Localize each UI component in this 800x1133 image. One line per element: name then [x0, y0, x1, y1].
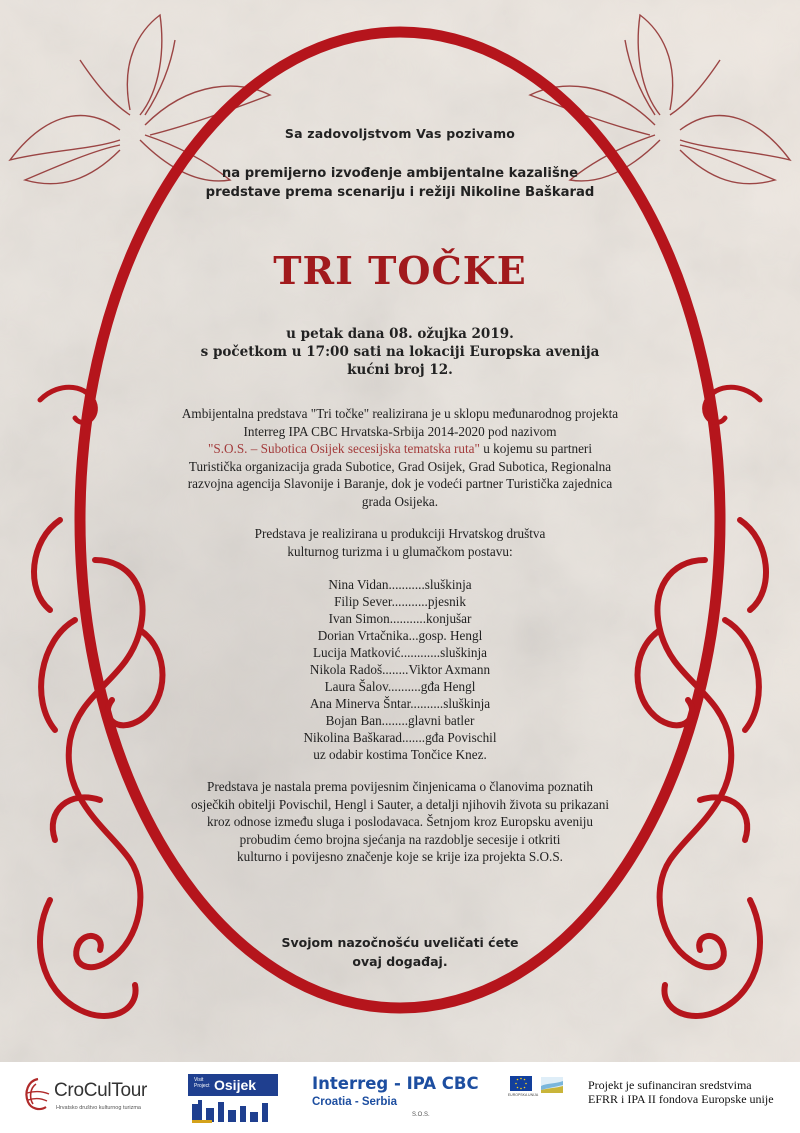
osijek-lower-band	[188, 1096, 278, 1124]
project-name-highlight: "S.O.S. – Subotica Osijek secesijska tematska ruta"	[208, 441, 480, 456]
story-line: Predstava je nastala prema povijesnim činjenicama o članovima poznatih	[207, 779, 593, 794]
osijek-name: Osijek	[214, 1077, 257, 1093]
globe-icon	[22, 1076, 52, 1112]
story-line: kulturno i povijesno značenje koje se krije iza projekta S.O.S.	[237, 849, 563, 864]
greeting-text: Sa zadovoljstvom Vas pozivamo	[284, 126, 516, 141]
date-line: kućni broj 12.	[347, 362, 453, 378]
skyline-icon	[188, 1096, 278, 1124]
cast-item: Bojan Ban........glavni batler	[325, 713, 475, 728]
cast-item: Dorian Vrtačnika...gosp. Hengl	[317, 628, 483, 643]
description-line: grada Osijeka.	[361, 493, 439, 509]
intro-text	[0, 164, 800, 202]
description-line: Ambijentalna predstava "Tri točke" realizirana je u sklopu međunarodnog projekta	[181, 406, 619, 421]
description-line	[0, 440, 800, 458]
sponsor-footer	[0, 1062, 800, 1133]
funding-line: Projekt je sufinanciran sredstvima	[588, 1078, 752, 1092]
production-text	[0, 525, 800, 560]
visit-osijek-logo	[188, 1074, 278, 1124]
cast-item: Nikola Radoš........Viktor Axmann	[309, 662, 491, 677]
cast-item: Nina Vidan...........sluškinja	[328, 577, 472, 592]
closing-text	[0, 933, 800, 971]
description-text: u kojemu su partneri	[479, 441, 592, 456]
cast-item: Nikolina Baškarad.......gđa Povischil	[303, 730, 497, 745]
cast-item: Ivan Simon...........konjušar	[328, 611, 472, 626]
date-line: u petak dana 08. ožujka 2019.	[286, 326, 514, 342]
description-line: razvojna agencija Slavonije i Baranje, dok je vodeći partner Turistička zajednica	[187, 476, 613, 491]
project-description	[0, 405, 800, 510]
funding-line: EFRR i IPA II fondova Europske unije	[588, 1092, 774, 1106]
crocultour-name: CroCulTour	[54, 1080, 148, 1101]
cast-item: Laura Šalov..........gđa Hengl	[324, 679, 476, 694]
intro-line: predstave prema scenariju i režiji Nikoline Baškarad	[205, 185, 595, 200]
interreg-name: Interreg - IPA CBC	[312, 1074, 479, 1093]
event-date	[0, 325, 800, 379]
crocultour-logo	[22, 1074, 182, 1119]
story-line: kroz odnose između sluga i poslodavaca. Šetnjom kroz Europsku aveniju	[206, 814, 593, 829]
interreg-tag: S.O.S.	[412, 1112, 430, 1118]
closing-line: ovaj događaj.	[352, 954, 448, 969]
funding-note	[588, 1078, 793, 1106]
cast-item: Filip Sever...........pjesnik	[334, 594, 466, 609]
crocultour-subtitle: Hrvatsko društvo kulturnog turizma	[56, 1105, 141, 1111]
intro-line: na premijerno izvođenje ambijentalne kazališne	[221, 166, 579, 181]
description-line: Interreg IPA CBC Hrvatska-Srbija 2014-2020 pod nazivom	[243, 423, 557, 439]
osijek-top-label: Visit Project	[194, 1077, 210, 1089]
eu-label: EUROPSKA UNIJA	[507, 1093, 539, 1097]
cast-list	[0, 576, 800, 763]
story-line: osječkih obitelji Povischil, Hengl i Sauter, a detalji njihovih života su prikazani	[190, 796, 610, 812]
date-line: s početkom u 17:00 sati na lokaciji Europska avenija	[200, 344, 600, 360]
ipa-logo-icon	[541, 1077, 563, 1093]
closing-line: Svojom nazočnošću uveličati ćete	[281, 935, 519, 950]
interreg-subtitle: Croatia - Serbia	[312, 1096, 397, 1108]
story-line: probudim ćemo brojna sjećanja na razdoblje secesije i otkriti	[239, 831, 561, 847]
costume-credit: uz odabir kostima Tončice Knez.	[313, 747, 487, 762]
interreg-logo	[312, 1074, 512, 1124]
description-line: Turistička organizacija grada Subotice, Grad Osijek, Grad Subotica, Regionalna	[188, 458, 612, 474]
cast-item: Ana Minerva Šntar..........sluškinja	[309, 696, 491, 711]
production-line: kulturnog turizma i u glumačkom postavu:	[287, 543, 513, 559]
eu-flag-icon	[510, 1076, 532, 1091]
story-description	[0, 778, 800, 866]
cast-item: Lucija Matković............sluškinja	[313, 645, 487, 660]
production-line: Predstava je realizirana u produkciji Hrvatskog društva	[254, 526, 546, 541]
play-title: TRI TOČKE	[273, 248, 527, 293]
